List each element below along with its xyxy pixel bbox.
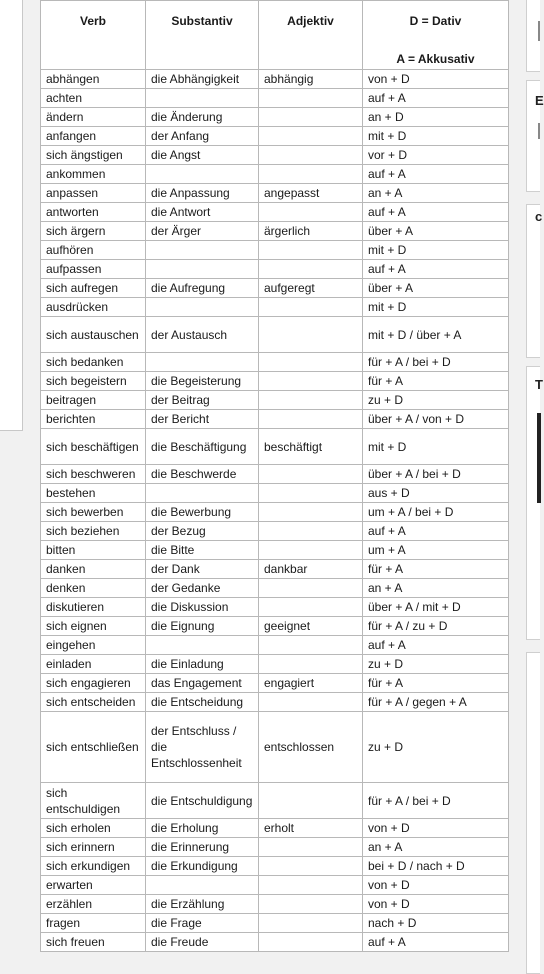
cell-adjektiv <box>259 203 363 222</box>
cell-preposition: auf + A <box>363 260 509 279</box>
cell-verb: sich entschließen <box>41 712 146 783</box>
cell-adjektiv: geeignet <box>259 617 363 636</box>
cell-preposition: auf + A <box>363 89 509 108</box>
cell-adjektiv <box>259 693 363 712</box>
cell-adjektiv: angepasst <box>259 184 363 203</box>
cell-preposition: auf + A <box>363 933 509 952</box>
cell-preposition: zu + D <box>363 655 509 674</box>
table-row <box>41 783 509 819</box>
cell-preposition: über + A <box>363 279 509 298</box>
cell-substantiv <box>146 636 259 655</box>
cell-preposition: mit + D / über + A <box>363 317 509 353</box>
cell-preposition: zu + D <box>363 712 509 783</box>
cell-verb: berichten <box>41 410 146 429</box>
cell-adjektiv <box>259 146 363 165</box>
card-letter: c <box>535 209 543 224</box>
header-adjektiv: Adjektiv <box>259 1 363 70</box>
cell-substantiv: die Erkundigung <box>146 857 259 876</box>
cell-substantiv <box>146 165 259 184</box>
table-row <box>41 410 509 429</box>
cell-preposition: für + A <box>363 674 509 693</box>
side-card-4 <box>526 366 543 640</box>
cell-substantiv <box>146 876 259 895</box>
cell-substantiv <box>146 241 259 260</box>
table-row <box>41 70 509 89</box>
table-row <box>41 465 509 484</box>
cell-adjektiv: ärgerlich <box>259 222 363 241</box>
cell-preposition: mit + D <box>363 298 509 317</box>
cell-preposition: von + D <box>363 70 509 89</box>
table-row <box>41 279 509 298</box>
cell-preposition: bei + D / nach + D <box>363 857 509 876</box>
table-row <box>41 560 509 579</box>
cell-adjektiv <box>259 127 363 146</box>
cell-preposition: vor + D <box>363 146 509 165</box>
cell-adjektiv: entschlossen <box>259 712 363 783</box>
cell-verb: sich eignen <box>41 617 146 636</box>
table-row <box>41 372 509 391</box>
cell-verb: sich erkundigen <box>41 857 146 876</box>
cell-substantiv: die Freude <box>146 933 259 952</box>
cell-substantiv: der Bezug <box>146 522 259 541</box>
table-row <box>41 914 509 933</box>
cell-substantiv <box>146 89 259 108</box>
table-row <box>41 429 509 465</box>
cell-substantiv: die Anpassung <box>146 184 259 203</box>
table-row <box>41 165 509 184</box>
cell-adjektiv: dankbar <box>259 560 363 579</box>
cell-adjektiv: erholt <box>259 819 363 838</box>
cell-substantiv: die Entschuldigung <box>146 783 259 819</box>
cell-adjektiv: beschäftigt <box>259 429 363 465</box>
cell-substantiv: die Erzählung <box>146 895 259 914</box>
cell-substantiv: der Gedanke <box>146 579 259 598</box>
cell-verb: ankommen <box>41 165 146 184</box>
cell-preposition: mit + D <box>363 127 509 146</box>
cell-verb: eingehen <box>41 636 146 655</box>
cell-verb: diskutieren <box>41 598 146 617</box>
card-letter: E <box>535 93 544 108</box>
cell-adjektiv <box>259 579 363 598</box>
header-akkusativ: A = Akkusativ <box>396 52 475 66</box>
cell-substantiv <box>146 353 259 372</box>
table-row <box>41 598 509 617</box>
table-row <box>41 693 509 712</box>
cell-verb: anfangen <box>41 127 146 146</box>
table-row <box>41 298 509 317</box>
table-row <box>41 184 509 203</box>
right-sidebar <box>522 0 544 960</box>
cell-substantiv: die Abhängigkeit <box>146 70 259 89</box>
cell-preposition: auf + A <box>363 165 509 184</box>
cell-adjektiv: engagiert <box>259 674 363 693</box>
cell-adjektiv <box>259 522 363 541</box>
cell-substantiv: der Ärger <box>146 222 259 241</box>
cell-preposition: an + D <box>363 108 509 127</box>
cell-adjektiv <box>259 838 363 857</box>
card-image <box>537 413 541 503</box>
cell-substantiv: die Beschwerde <box>146 465 259 484</box>
cell-adjektiv <box>259 484 363 503</box>
table-row <box>41 222 509 241</box>
cell-verb: sich bedanken <box>41 353 146 372</box>
cell-preposition: über + A / mit + D <box>363 598 509 617</box>
left-panel <box>0 0 23 431</box>
cell-adjektiv <box>259 876 363 895</box>
cell-adjektiv <box>259 317 363 353</box>
cell-preposition: für + A / bei + D <box>363 353 509 372</box>
cell-substantiv: die Aufregung <box>146 279 259 298</box>
header-substantiv: Substantiv <box>146 1 259 70</box>
cell-substantiv: die Beschäftigung <box>146 429 259 465</box>
table-row <box>41 712 509 783</box>
cell-preposition: für + A / gegen + A <box>363 693 509 712</box>
cell-substantiv: der Beitrag <box>146 391 259 410</box>
card-letter: T <box>535 377 543 392</box>
cell-preposition: mit + D <box>363 429 509 465</box>
cell-verb: aufhören <box>41 241 146 260</box>
cell-preposition: an + A <box>363 579 509 598</box>
table-row <box>41 636 509 655</box>
cell-verb: aufpassen <box>41 260 146 279</box>
table-row <box>41 353 509 372</box>
cell-verb: abhängen <box>41 70 146 89</box>
cell-substantiv: die Frage <box>146 914 259 933</box>
cell-verb: fragen <box>41 914 146 933</box>
cell-adjektiv <box>259 108 363 127</box>
cell-adjektiv <box>259 541 363 560</box>
side-card-2 <box>526 80 544 192</box>
table-row <box>41 484 509 503</box>
cell-verb: danken <box>41 560 146 579</box>
table-row <box>41 317 509 353</box>
table-row <box>41 933 509 952</box>
table-row <box>41 655 509 674</box>
cell-preposition: um + A <box>363 541 509 560</box>
cell-preposition: über + A / von + D <box>363 410 509 429</box>
cell-adjektiv <box>259 598 363 617</box>
cell-verb: sich engagieren <box>41 674 146 693</box>
cell-adjektiv <box>259 503 363 522</box>
cell-substantiv <box>146 260 259 279</box>
cell-adjektiv <box>259 298 363 317</box>
cell-verb: bestehen <box>41 484 146 503</box>
cell-substantiv: der Entschluss / die Entschlossenheit <box>146 712 259 783</box>
cell-verb: sich beschweren <box>41 465 146 484</box>
side-card-1 <box>526 0 540 72</box>
cell-adjektiv <box>259 372 363 391</box>
table-header-row <box>41 1 509 70</box>
cell-substantiv: der Austausch <box>146 317 259 353</box>
cell-substantiv: die Einladung <box>146 655 259 674</box>
cell-verb: sich beziehen <box>41 522 146 541</box>
cell-preposition: für + A / bei + D <box>363 783 509 819</box>
cell-adjektiv <box>259 914 363 933</box>
table-row <box>41 108 509 127</box>
cell-verb: sich erholen <box>41 819 146 838</box>
cell-preposition: von + D <box>363 876 509 895</box>
cell-preposition: zu + D <box>363 391 509 410</box>
preposition-table <box>40 0 509 952</box>
cell-substantiv: der Bericht <box>146 410 259 429</box>
cell-verb: bitten <box>41 541 146 560</box>
cell-substantiv: die Erinnerung <box>146 838 259 857</box>
cell-adjektiv <box>259 241 363 260</box>
cell-adjektiv <box>259 636 363 655</box>
table-row <box>41 857 509 876</box>
cell-verb: sich begeistern <box>41 372 146 391</box>
cell-verb: ausdrücken <box>41 298 146 317</box>
table-row <box>41 876 509 895</box>
cell-substantiv: die Entscheidung <box>146 693 259 712</box>
cell-preposition: an + A <box>363 184 509 203</box>
cell-verb: sich ängstigen <box>41 146 146 165</box>
cell-adjektiv <box>259 353 363 372</box>
cell-verb: anpassen <box>41 184 146 203</box>
cell-verb: erwarten <box>41 876 146 895</box>
cell-preposition: auf + A <box>363 522 509 541</box>
table-row <box>41 241 509 260</box>
cell-preposition: auf + A <box>363 203 509 222</box>
cell-verb: sich entscheiden <box>41 693 146 712</box>
cell-adjektiv <box>259 783 363 819</box>
cell-verb: sich erinnern <box>41 838 146 857</box>
table-row <box>41 260 509 279</box>
cell-verb: sich freuen <box>41 933 146 952</box>
table-row <box>41 895 509 914</box>
cell-adjektiv <box>259 410 363 429</box>
cell-adjektiv <box>259 260 363 279</box>
cell-verb: sich ärgern <box>41 222 146 241</box>
cell-adjektiv <box>259 895 363 914</box>
cell-substantiv: der Anfang <box>146 127 259 146</box>
cell-substantiv: die Antwort <box>146 203 259 222</box>
card-mark <box>538 123 540 139</box>
table-row <box>41 674 509 693</box>
table-row <box>41 579 509 598</box>
cell-preposition: für + A <box>363 372 509 391</box>
cell-preposition: über + A <box>363 222 509 241</box>
cell-substantiv <box>146 484 259 503</box>
cell-verb: sich austauschen <box>41 317 146 353</box>
cell-substantiv <box>146 298 259 317</box>
table-row <box>41 127 509 146</box>
cell-adjektiv <box>259 391 363 410</box>
cell-preposition: mit + D <box>363 241 509 260</box>
cell-substantiv: die Bewerbung <box>146 503 259 522</box>
cell-verb: denken <box>41 579 146 598</box>
header-dativ: D = Dativ <box>409 14 462 28</box>
cell-verb: sich bewerben <box>41 503 146 522</box>
table-row <box>41 838 509 857</box>
cell-verb: beitragen <box>41 391 146 410</box>
cell-verb: einladen <box>41 655 146 674</box>
cell-adjektiv <box>259 933 363 952</box>
cell-verb: achten <box>41 89 146 108</box>
cell-preposition: über + A / bei + D <box>363 465 509 484</box>
cell-adjektiv <box>259 165 363 184</box>
cell-verb: sich aufregen <box>41 279 146 298</box>
cell-substantiv: die Änderung <box>146 108 259 127</box>
table-row <box>41 146 509 165</box>
cell-substantiv: die Erholung <box>146 819 259 838</box>
table-row <box>41 203 509 222</box>
header-verb: Verb <box>41 1 146 70</box>
cell-verb: antworten <box>41 203 146 222</box>
cell-substantiv: der Dank <box>146 560 259 579</box>
cell-preposition: für + A <box>363 560 509 579</box>
cell-substantiv: das Engagement <box>146 674 259 693</box>
side-card-3 <box>526 204 543 358</box>
cell-verb: sich entschuldigen <box>41 783 146 819</box>
cell-substantiv: die Angst <box>146 146 259 165</box>
card-mark <box>538 21 540 41</box>
cell-preposition: auf + A <box>363 636 509 655</box>
cell-adjektiv <box>259 465 363 484</box>
cell-substantiv: die Bitte <box>146 541 259 560</box>
cell-preposition: an + A <box>363 838 509 857</box>
cell-substantiv: die Begeisterung <box>146 372 259 391</box>
table-row <box>41 522 509 541</box>
cell-preposition: für + A / zu + D <box>363 617 509 636</box>
table-row <box>41 819 509 838</box>
cell-verb: erzählen <box>41 895 146 914</box>
cell-adjektiv: aufgeregt <box>259 279 363 298</box>
table-row <box>41 89 509 108</box>
cell-verb: ändern <box>41 108 146 127</box>
cell-preposition: von + D <box>363 819 509 838</box>
preposition-table-container <box>40 0 508 952</box>
cell-preposition: nach + D <box>363 914 509 933</box>
cell-substantiv: die Eignung <box>146 617 259 636</box>
cell-adjektiv: abhängig <box>259 70 363 89</box>
table-row <box>41 541 509 560</box>
header-case <box>363 1 509 70</box>
cell-verb: sich beschäftigen <box>41 429 146 465</box>
cell-adjektiv <box>259 655 363 674</box>
cell-preposition: aus + D <box>363 484 509 503</box>
cell-adjektiv <box>259 89 363 108</box>
table-row <box>41 503 509 522</box>
cell-preposition: von + D <box>363 895 509 914</box>
cell-adjektiv <box>259 857 363 876</box>
cell-substantiv: die Diskussion <box>146 598 259 617</box>
side-card-5 <box>526 652 540 974</box>
table-row <box>41 617 509 636</box>
cell-preposition: um + A / bei + D <box>363 503 509 522</box>
table-row <box>41 391 509 410</box>
table-body <box>41 70 509 952</box>
